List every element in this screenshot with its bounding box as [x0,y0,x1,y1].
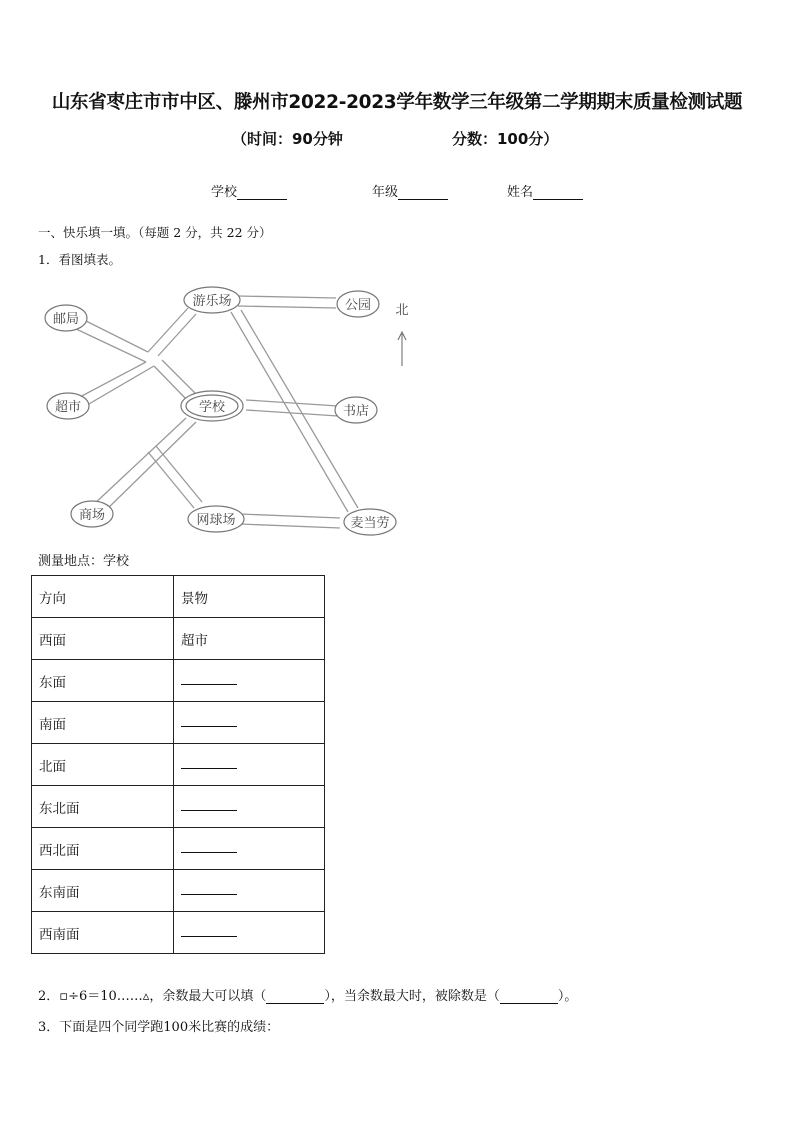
name-label: 姓名 [507,185,534,200]
row-direction: 北面 [32,744,174,786]
answer-blank[interactable] [174,912,325,954]
remainder-blank[interactable] [266,991,324,1004]
label-mcdonalds: 麦当劳 [350,516,390,531]
label-postoffice: 邮局 [52,312,80,327]
school-blank[interactable] [237,185,287,200]
answer-blank[interactable] [174,870,325,912]
answer-line[interactable] [181,884,237,895]
table-row [32,702,325,744]
label-park: 公园 [344,298,372,313]
answer-blank[interactable] [174,828,325,870]
exam-time: （时间：90分钟 [232,130,343,148]
grade-label: 年级 [372,185,399,200]
road-postoffice [74,318,148,362]
question-2 [38,985,577,1004]
north-label: 北 [395,303,409,318]
grade-blank[interactable] [398,185,448,200]
label-supermarket: 超市 [54,400,82,415]
answer-line[interactable] [181,926,237,937]
section-heading: 一、快乐填一填。（每题 2 分，共 22 分） [38,225,272,240]
answer-blank[interactable] [174,744,325,786]
row-answer: 超市 [174,618,325,660]
row-direction: 东南面 [32,870,174,912]
table-row [32,618,325,660]
row-direction: 西面 [32,618,174,660]
answer-blank[interactable] [174,702,325,744]
grade-field[interactable] [372,181,448,200]
question-2-part1: 2．▫÷6＝10……▵，余数最大可以填（ [38,989,267,1004]
label-tennis: 网球场 [196,513,236,528]
name-blank[interactable] [533,185,583,200]
table-row [32,660,325,702]
row-direction: 东北面 [32,786,174,828]
answer-line[interactable] [181,842,237,853]
table-header-row [32,576,325,618]
question-1-text: 1．看图填表。 [38,252,121,267]
row-direction: 西南面 [32,912,174,954]
school-label: 学校 [211,185,238,200]
header-scenery: 景物 [174,576,325,618]
direction-table [31,575,325,954]
school-field[interactable] [211,181,287,200]
north-arrow-icon [398,332,406,366]
table-row [32,786,325,828]
label-amusement: 游乐场 [192,294,232,309]
answer-line[interactable] [181,800,237,811]
table-row [32,912,325,954]
answer-blank[interactable] [174,660,325,702]
question-2-part3: ）。 [557,989,578,1004]
question-2-part2: ），当余数最大时，被除数是（ [324,989,500,1004]
answer-line[interactable] [181,716,237,727]
measure-point: 测量地点：学校 [38,554,130,569]
label-mall: 商场 [78,508,106,523]
answer-line[interactable] [181,674,237,685]
header-direction: 方向 [32,576,174,618]
label-bookstore: 书店 [342,404,370,419]
row-direction: 东面 [32,660,174,702]
exam-title: 山东省枣庄市市中区、滕州市2022-2023学年数学三年级第二学期期末质量检测试题 [51,92,743,113]
table-row [32,828,325,870]
direction-map [36,282,416,538]
exam-score: 分数：100分） [452,130,559,148]
row-direction: 西北面 [32,828,174,870]
dividend-blank[interactable] [500,991,558,1004]
answer-blank[interactable] [174,786,325,828]
answer-line[interactable] [181,758,237,769]
question-3-text: 3．下面是四个同学跑100米比赛的成绩： [38,1020,280,1035]
table-row [32,744,325,786]
table-row [32,870,325,912]
label-school: 学校 [198,400,226,415]
row-direction: 南面 [32,702,174,744]
name-field[interactable] [507,181,583,200]
